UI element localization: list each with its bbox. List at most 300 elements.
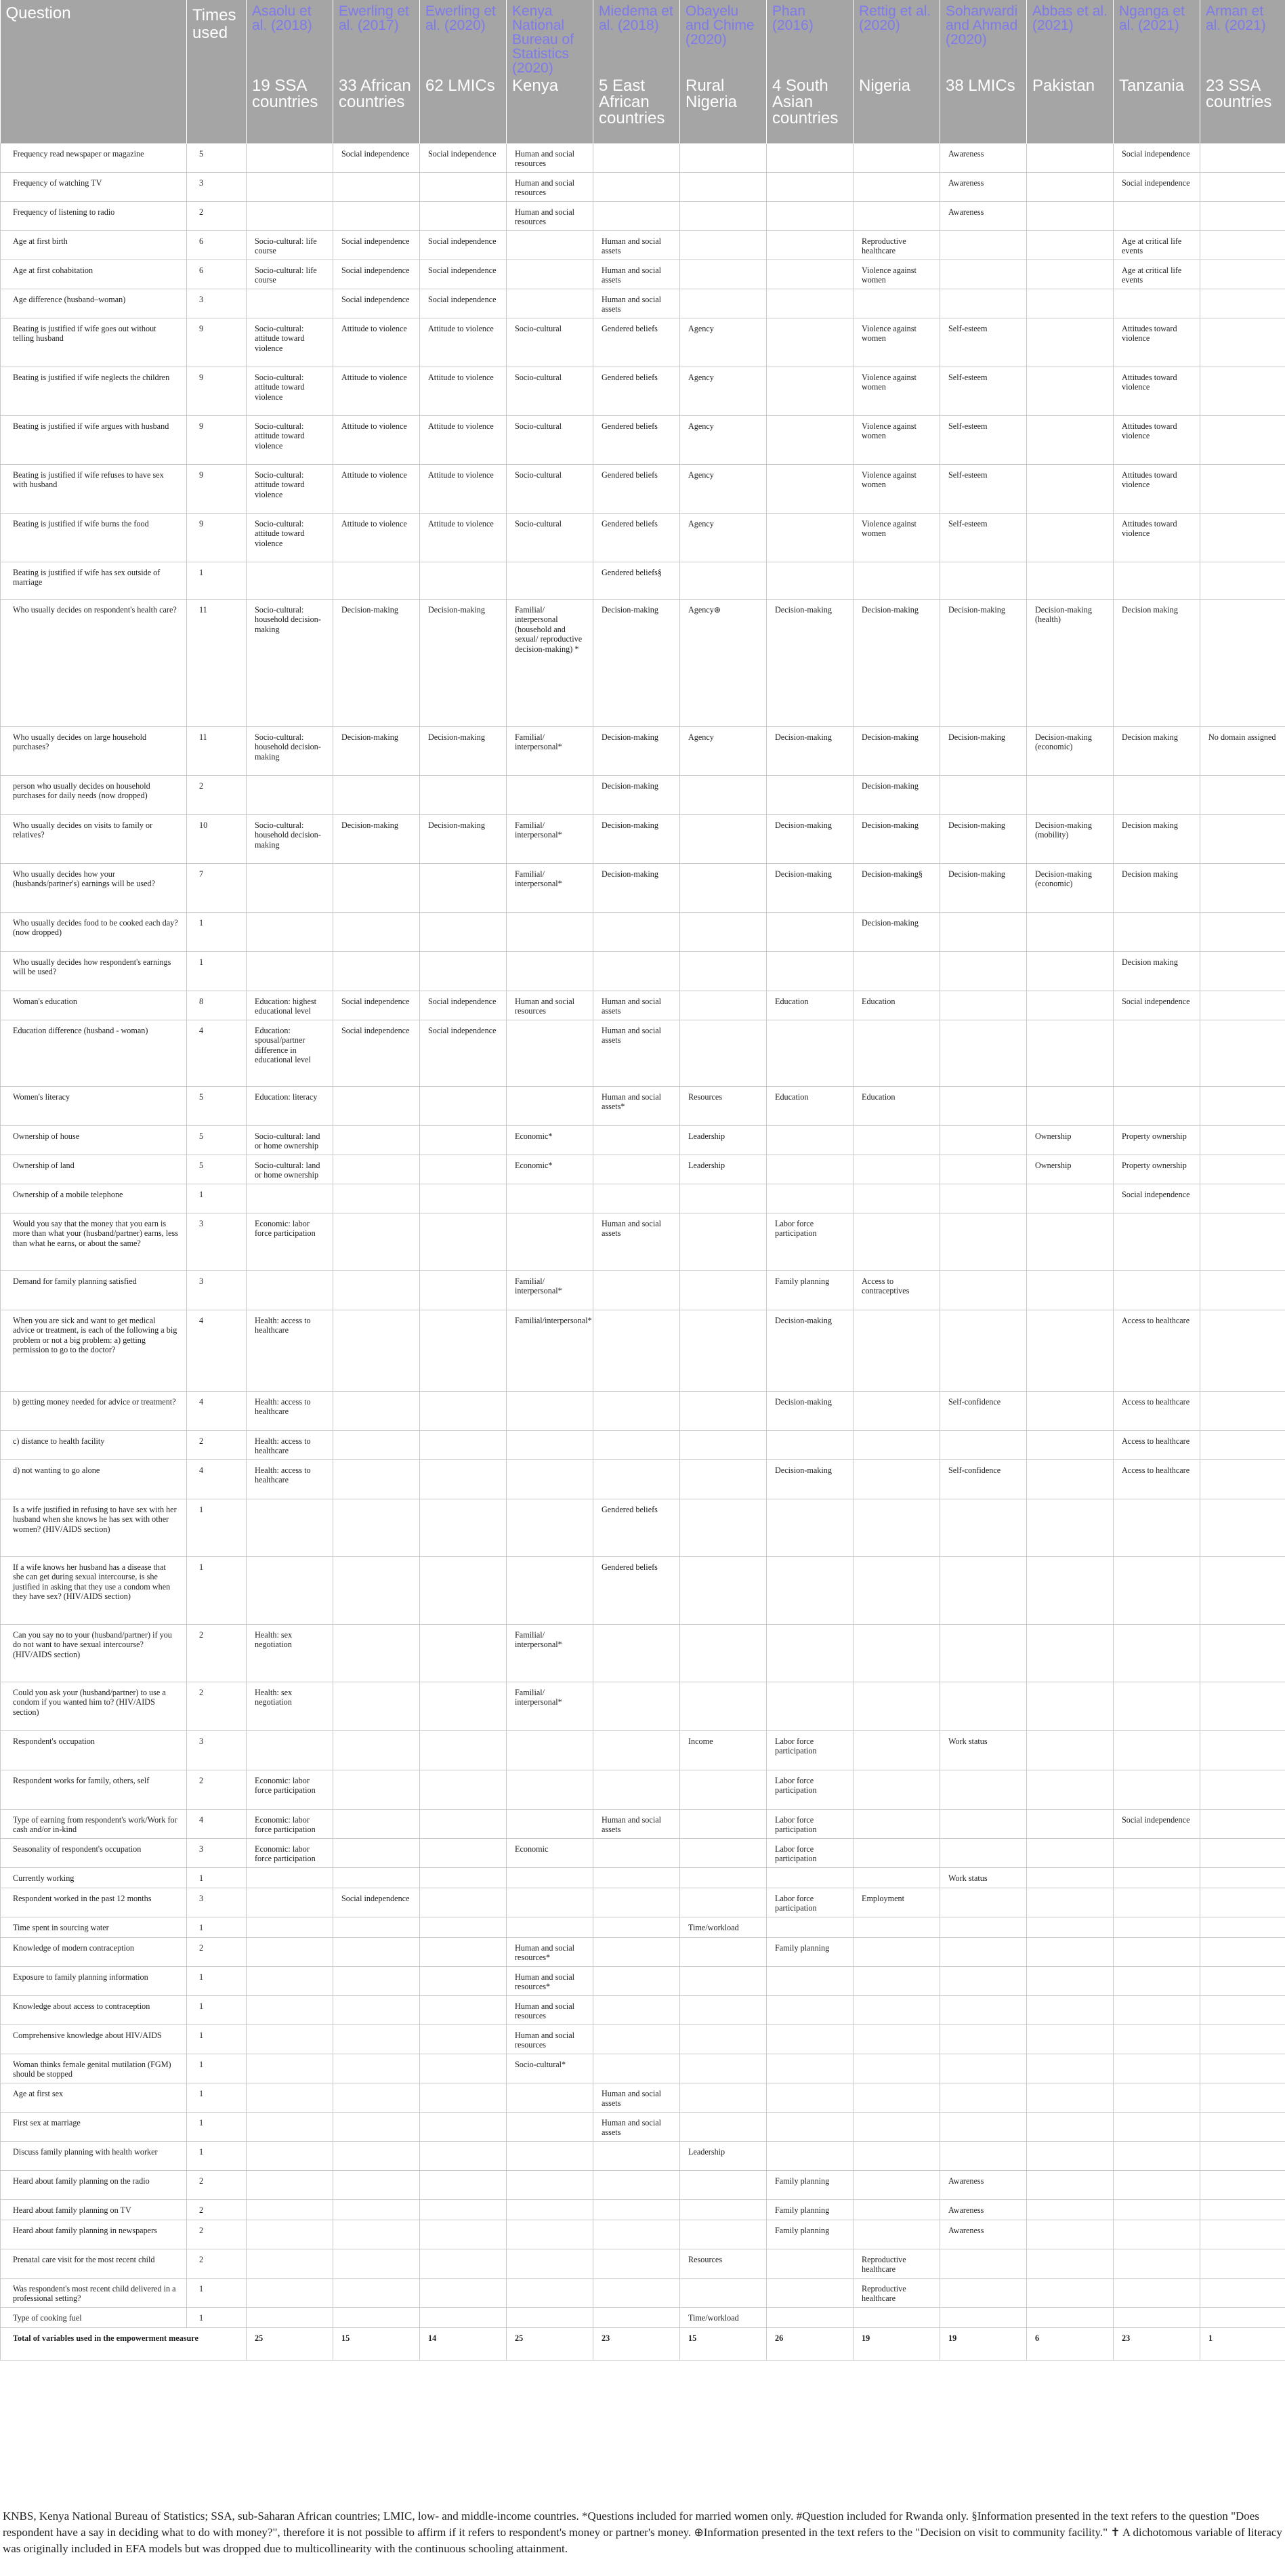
- times-used-cell: 1: [187, 2054, 247, 2083]
- domain-cell: [333, 1310, 420, 1391]
- domain-cell: [854, 1730, 940, 1770]
- domain-cell: [680, 1213, 767, 1270]
- domain-cell: [593, 2054, 680, 2083]
- domain-cell: Education: [767, 991, 854, 1020]
- domain-cell: [333, 2054, 420, 2083]
- domain-cell: [1200, 2083, 1285, 2112]
- domain-cell: [767, 1155, 854, 1184]
- question-cell: Who usually decides on visits to family or relatives?: [1, 814, 187, 863]
- domain-cell: [1027, 1310, 1114, 1391]
- table-row: [1, 2199, 1285, 2220]
- domain-cell: [333, 1155, 420, 1184]
- table-row: [1, 1086, 1285, 1125]
- domain-cell: Socio-cultural: household decision-making: [247, 726, 333, 775]
- times-used-cell: 1: [187, 1966, 247, 1995]
- domain-cell: [1200, 863, 1285, 912]
- table-row: [1, 143, 1285, 172]
- question-cell: Who usually decides on respondent's health care?: [1, 599, 187, 726]
- domain-cell: [1200, 1809, 1285, 1838]
- domain-cell: [767, 367, 854, 415]
- domain-cell: Socio-cultural: household decision-making: [247, 599, 333, 726]
- domain-cell: Decision-making: [593, 814, 680, 863]
- domain-cell: Health: access to healthcare: [247, 1459, 333, 1499]
- domain-cell: Familial/ interpersonal*: [507, 1682, 593, 1730]
- domain-cell: [1027, 991, 1114, 1020]
- domain-cell: [420, 1888, 507, 1917]
- domain-cell: [1114, 2249, 1200, 2278]
- domain-cell: [420, 2054, 507, 2083]
- domain-cell: Decision-making: [854, 912, 940, 951]
- domain-cell: [1200, 2307, 1285, 2327]
- domain-cell: Labor force participation: [767, 1809, 854, 1838]
- times-used-cell: 1: [187, 2278, 247, 2307]
- domain-cell: [1200, 2024, 1285, 2054]
- domain-cell: [1114, 1770, 1200, 1809]
- domain-cell: [1200, 1966, 1285, 1995]
- table-row: [1, 1624, 1285, 1682]
- domain-cell: Socio-cultural: [507, 464, 593, 513]
- domain-cell: [1114, 1966, 1200, 1995]
- domain-cell: [507, 2307, 593, 2327]
- domain-cell: [333, 1917, 420, 1937]
- domain-cell: [1114, 1867, 1200, 1888]
- domain-cell: Family planning: [767, 1270, 854, 1310]
- domain-cell: [507, 2220, 593, 2249]
- domain-cell: [247, 912, 333, 951]
- domain-cell: [507, 2249, 593, 2278]
- domain-cell: Economic: labor force participation: [247, 1770, 333, 1809]
- domain-cell: [680, 1809, 767, 1838]
- times-used-cell: 2: [187, 2170, 247, 2199]
- domain-cell: [1200, 143, 1285, 172]
- domain-cell: Attitudes toward violence: [1114, 367, 1200, 415]
- domain-cell: Decision-making: [767, 863, 854, 912]
- domain-cell: Self-confidence: [940, 1459, 1027, 1499]
- domain-cell: [507, 289, 593, 318]
- domain-cell: [940, 1499, 1027, 1556]
- domain-cell: [940, 1310, 1027, 1391]
- times-used-cell: 1: [187, 2307, 247, 2327]
- domain-cell: [420, 775, 507, 814]
- domain-cell: [767, 1430, 854, 1459]
- question-cell: Heard about family planning in newspapers: [1, 2220, 187, 2249]
- domain-cell: Familial/ interpersonal*: [507, 726, 593, 775]
- domain-cell: [680, 289, 767, 318]
- domain-cell: Decision-making: [767, 814, 854, 863]
- domain-cell: [1114, 1917, 1200, 1937]
- domain-cell: [333, 1391, 420, 1430]
- domain-cell: Socio-cultural: attitude toward violence: [247, 318, 333, 367]
- study-reference-link[interactable]: Rettig et al. (2020): [859, 3, 931, 33]
- total-label-cell: Total of variables used in the empowerment measure: [1, 2327, 247, 2360]
- domain-cell: [247, 1966, 333, 1995]
- domain-cell: [593, 1867, 680, 1888]
- domain-cell: Socio-cultural: land or home ownership: [247, 1125, 333, 1155]
- domain-cell: [1027, 2278, 1114, 2307]
- domain-cell: [680, 2083, 767, 2112]
- domain-cell: [507, 951, 593, 991]
- domain-cell: Labor force participation: [767, 1770, 854, 1809]
- domain-cell: Familial/interpersonal*: [507, 1310, 593, 1391]
- domain-cell: Family planning: [767, 2170, 854, 2199]
- table-header: [1, 0, 1285, 143]
- domain-cell: [507, 2170, 593, 2199]
- domain-cell: [940, 1937, 1027, 1966]
- domain-cell: [940, 1430, 1027, 1459]
- domain-cell: [247, 2054, 333, 2083]
- domain-cell: Violence against women: [854, 367, 940, 415]
- domain-cell: [593, 172, 680, 201]
- domain-cell: [1200, 318, 1285, 367]
- domain-cell: [1200, 367, 1285, 415]
- question-cell: Age difference (husband–woman): [1, 289, 187, 318]
- domain-cell: Human and social assets: [593, 230, 680, 259]
- domain-cell: [854, 1155, 940, 1184]
- domain-cell: [593, 1966, 680, 1995]
- domain-cell: [247, 289, 333, 318]
- domain-cell: No domain assigned: [1200, 726, 1285, 775]
- domain-cell: Human and social assets: [593, 1809, 680, 1838]
- times-used-cell: 3: [187, 1213, 247, 1270]
- domain-cell: [1200, 201, 1285, 230]
- times-used-cell: 3: [187, 1270, 247, 1310]
- domain-cell: [940, 1838, 1027, 1867]
- domain-cell: [333, 1086, 420, 1125]
- domain-cell: Social independence: [1114, 143, 1200, 172]
- domain-cell: [247, 172, 333, 201]
- domain-cell: [420, 1867, 507, 1888]
- domain-cell: [1027, 1020, 1114, 1086]
- study-reference-link[interactable]: Kenya National Bureau of Statistics (2020): [512, 3, 574, 76]
- domain-cell: Social independence: [333, 259, 420, 289]
- domain-cell: Agency⊕: [680, 599, 767, 726]
- table-row: [1, 1770, 1285, 1809]
- domain-cell: [420, 1624, 507, 1682]
- domain-cell: [940, 1966, 1027, 1995]
- domain-cell: [1027, 172, 1114, 201]
- domain-cell: Decision-making (health): [1027, 599, 1114, 726]
- question-cell: Exposure to family planning information: [1, 1966, 187, 1995]
- domain-cell: [1114, 775, 1200, 814]
- domain-cell: Decision making: [1114, 726, 1200, 775]
- domain-cell: [767, 415, 854, 464]
- domain-cell: [1027, 318, 1114, 367]
- domain-cell: [333, 1624, 420, 1682]
- domain-cell: [593, 1155, 680, 1184]
- times-used-cell: 1: [187, 1184, 247, 1213]
- domain-cell: [420, 2199, 507, 2220]
- domain-cell: [854, 2307, 940, 2327]
- times-used-cell: 1: [187, 2112, 247, 2141]
- domain-cell: [1200, 1310, 1285, 1391]
- domain-cell: Socio-cultural: [507, 415, 593, 464]
- question-cell: When you are sick and want to get medical advice or treatment, is each of the following a big problem or not a big problem: a) getting permission to go to the doctor?: [1, 1310, 187, 1391]
- domain-cell: [1027, 1809, 1114, 1838]
- domain-cell: Access to contraceptives: [854, 1270, 940, 1310]
- domain-cell: [1114, 289, 1200, 318]
- domain-cell: [507, 562, 593, 599]
- domain-cell: Self-esteem: [940, 318, 1027, 367]
- domain-cell: Violence against women: [854, 464, 940, 513]
- domain-cell: [1027, 775, 1114, 814]
- domain-cell: Family planning: [767, 2220, 854, 2249]
- domain-cell: Agency: [680, 464, 767, 513]
- domain-cell: Self-esteem: [940, 513, 1027, 562]
- domain-cell: Socio-cultural: [507, 318, 593, 367]
- table-body: [1, 143, 1285, 2360]
- times-used-cell: 2: [187, 1624, 247, 1682]
- domain-cell: [1114, 2199, 1200, 2220]
- domain-cell: [940, 775, 1027, 814]
- domain-cell: Attitude to violence: [333, 318, 420, 367]
- domain-cell: Gendered beliefs§: [593, 562, 680, 599]
- times-used-cell: 2: [187, 1770, 247, 1809]
- domain-cell: [247, 1937, 333, 1966]
- domain-cell: [1200, 1125, 1285, 1155]
- times-used-cell: 9: [187, 367, 247, 415]
- question-cell: Type of cooking fuel: [1, 2307, 187, 2327]
- question-cell: Beating is justified if wife has sex outside of marriage: [1, 562, 187, 599]
- domain-cell: [420, 1966, 507, 1995]
- domain-cell: Decision-making: [767, 599, 854, 726]
- domain-cell: Decision making: [1114, 814, 1200, 863]
- domain-cell: [940, 2141, 1027, 2170]
- domain-cell: [1200, 1937, 1285, 1966]
- table-row: [1, 1867, 1285, 1888]
- domain-cell: Decision-making: [333, 599, 420, 726]
- domain-cell: [1027, 201, 1114, 230]
- domain-cell: [420, 2220, 507, 2249]
- domain-cell: [333, 1184, 420, 1213]
- table-row: [1, 1391, 1285, 1430]
- study-reference-header: [333, 0, 420, 75]
- domain-cell: [1114, 1937, 1200, 1966]
- table-row: [1, 1430, 1285, 1459]
- domain-cell: Employment: [854, 1888, 940, 1917]
- domain-cell: [507, 1430, 593, 1459]
- table-row: [1, 2083, 1285, 2112]
- table-row: [1, 1556, 1285, 1624]
- domain-cell: [420, 201, 507, 230]
- domain-cell: Violence against women: [854, 259, 940, 289]
- times-used-cell: 4: [187, 1391, 247, 1430]
- domain-cell: [854, 1867, 940, 1888]
- question-cell: Ownership of house: [1, 1125, 187, 1155]
- domain-cell: Familial/ interpersonal*: [507, 814, 593, 863]
- times-used-cell: 1: [187, 1556, 247, 1624]
- domain-cell: [420, 172, 507, 201]
- table-row: [1, 415, 1285, 464]
- domain-cell: [420, 2083, 507, 2112]
- domain-cell: [1027, 562, 1114, 599]
- domain-cell: [940, 230, 1027, 259]
- domain-cell: [333, 1459, 420, 1499]
- domain-cell: [1114, 2307, 1200, 2327]
- domain-cell: Socio-cultural*: [507, 2054, 593, 2083]
- domain-cell: [680, 2054, 767, 2083]
- table-row: [1, 172, 1285, 201]
- domain-cell: Socio-cultural: life course: [247, 259, 333, 289]
- domain-cell: Decision-making: [593, 863, 680, 912]
- domain-cell: [247, 2024, 333, 2054]
- domain-cell: [333, 2141, 420, 2170]
- domain-cell: Health: sex negotiation: [247, 1624, 333, 1682]
- domain-cell: Access to healthcare: [1114, 1310, 1200, 1391]
- domain-cell: [420, 1459, 507, 1499]
- domain-cell: [333, 1809, 420, 1838]
- times-used-cell: 3: [187, 1838, 247, 1867]
- domain-cell: [1027, 1086, 1114, 1125]
- domain-cell: [767, 2024, 854, 2054]
- question-cell: Education difference (husband - woman): [1, 1020, 187, 1086]
- domain-cell: [854, 172, 940, 201]
- table-row: [1, 2141, 1285, 2170]
- domain-cell: [593, 2199, 680, 2220]
- domain-cell: [1200, 1917, 1285, 1937]
- domain-cell: Gendered beliefs: [593, 318, 680, 367]
- domain-cell: [767, 775, 854, 814]
- table-row: [1, 2112, 1285, 2141]
- domain-cell: Resources: [680, 1086, 767, 1125]
- times-used-cell: 4: [187, 1809, 247, 1838]
- domain-cell: [940, 562, 1027, 599]
- domain-cell: [247, 1917, 333, 1937]
- domain-cell: Work status: [940, 1730, 1027, 1770]
- study-reference-link[interactable]: Soharwardi and Ahmad (2020): [946, 3, 1018, 47]
- domain-cell: Economic: labor force participation: [247, 1213, 333, 1270]
- domain-cell: [333, 1270, 420, 1310]
- table-row: [1, 1917, 1285, 1937]
- table-row: [1, 2278, 1285, 2307]
- domain-cell: Awareness: [940, 172, 1027, 201]
- study-reference-link[interactable]: Abbas et al. (2021): [1032, 3, 1108, 33]
- domain-cell: [680, 201, 767, 230]
- domain-cell: Social independence: [1114, 1184, 1200, 1213]
- study-reference-header: [1200, 0, 1285, 75]
- domain-cell: [680, 1995, 767, 2024]
- study-reference-link[interactable]: Phan (2016): [772, 3, 814, 33]
- domain-cell: Socio-cultural: attitude toward violence: [247, 367, 333, 415]
- domain-cell: [1200, 1213, 1285, 1270]
- times-used-cell: 2: [187, 1682, 247, 1730]
- domain-cell: [680, 1937, 767, 1966]
- domain-cell: [420, 2278, 507, 2307]
- table-row: [1, 814, 1285, 863]
- study-reference-link[interactable]: Asaolu et al. (2018): [252, 3, 312, 33]
- times-used-cell: 1: [187, 1867, 247, 1888]
- domain-cell: Economic: labor force participation: [247, 1809, 333, 1838]
- times-used-cell: 11: [187, 726, 247, 775]
- domain-cell: Socio-cultural: [507, 513, 593, 562]
- domain-cell: [593, 2220, 680, 2249]
- domain-cell: [420, 1184, 507, 1213]
- domain-cell: Health: access to healthcare: [247, 1391, 333, 1430]
- domain-cell: Access to healthcare: [1114, 1430, 1200, 1459]
- times-used-cell: 9: [187, 464, 247, 513]
- domain-cell: [767, 289, 854, 318]
- domain-cell: Reproductive healthcare: [854, 2249, 940, 2278]
- domain-cell: Attitudes toward violence: [1114, 513, 1200, 562]
- study-reference-link[interactable]: Nganga et al. (2021): [1119, 3, 1185, 33]
- study-reference-link[interactable]: Ewerling et al. (2020): [425, 3, 496, 33]
- domain-cell: [680, 1624, 767, 1682]
- question-cell: Type of earning from respondent's work/Work for cash and/or in-kind: [1, 1809, 187, 1838]
- domain-cell: [940, 1184, 1027, 1213]
- study-reference-link[interactable]: Arman et al. (2021): [1206, 3, 1266, 33]
- question-cell: Discuss family planning with health worker: [1, 2141, 187, 2170]
- domain-cell: [854, 1682, 940, 1730]
- domain-cell: [1027, 2141, 1114, 2170]
- domain-cell: Gendered beliefs: [593, 367, 680, 415]
- domain-cell: [940, 2054, 1027, 2083]
- domain-cell: Education: highest educational level: [247, 991, 333, 1020]
- domain-cell: [1200, 814, 1285, 863]
- table-row: [1, 2024, 1285, 2054]
- domain-cell: Social independence: [333, 289, 420, 318]
- domain-cell: [507, 230, 593, 259]
- domain-cell: [1027, 1213, 1114, 1270]
- domain-cell: [1200, 912, 1285, 951]
- domain-cell: [507, 1391, 593, 1430]
- domain-cell: Attitudes toward violence: [1114, 415, 1200, 464]
- domain-cell: [767, 1624, 854, 1682]
- study-reference-link[interactable]: Miedema et al. (2018): [599, 3, 673, 33]
- domain-cell: [420, 1270, 507, 1310]
- domain-cell: [854, 2112, 940, 2141]
- domain-cell: Social independence: [1114, 172, 1200, 201]
- domain-cell: [247, 1556, 333, 1624]
- table-row: [1, 912, 1285, 951]
- domain-cell: [680, 2199, 767, 2220]
- domain-cell: Decision-making: [854, 599, 940, 726]
- total-count-cell: 23: [593, 2327, 680, 2360]
- domain-cell: [680, 172, 767, 201]
- domain-cell: Labor force participation: [767, 1838, 854, 1867]
- study-scope-header: 62 LMICs: [420, 75, 507, 143]
- times-used-cell: 5: [187, 1086, 247, 1125]
- times-used-cell: 7: [187, 863, 247, 912]
- times-used-cell: 6: [187, 259, 247, 289]
- domain-cell: [507, 2278, 593, 2307]
- table-footnote: KNBS, Kenya National Bureau of Statistics; SSA, sub-Saharan African countries; LMIC, low- and middle-income countries. *Questions included for married women only. #Question included for Rwanda only. §Information presented in the text refers to the question "Does respondent have a say in deciding what to do with money?", therefore it is not possible to affirm if it refers to respondent's money or partner's money. ⊕Information presented in the text refers to the "Decision on visit to community facility." ✝ A dichotomous variable of literacy was originally included in EFA models but was dropped due to multicollinearity with the continuous schooling attainment.: [3, 2510, 1282, 2555]
- study-scope-header: 23 SSA countries: [1200, 75, 1285, 143]
- domain-cell: [854, 2054, 940, 2083]
- domain-cell: [1200, 1770, 1285, 1809]
- domain-cell: [767, 2141, 854, 2170]
- domain-cell: Human and social resources: [507, 201, 593, 230]
- domain-cell: [940, 1155, 1027, 1184]
- domain-cell: [940, 2278, 1027, 2307]
- domain-cell: Decision-making: [593, 775, 680, 814]
- domain-cell: [420, 1213, 507, 1270]
- domain-cell: Gendered beliefs: [593, 1556, 680, 1624]
- study-reference-link[interactable]: Ewerling et al. (2017): [339, 3, 409, 33]
- question-cell: Age at first birth: [1, 230, 187, 259]
- domain-cell: [420, 2307, 507, 2327]
- domain-cell: [420, 912, 507, 951]
- domain-cell: [247, 1499, 333, 1556]
- domain-cell: Human and social resources: [507, 143, 593, 172]
- domain-cell: [1200, 2141, 1285, 2170]
- domain-cell: [1200, 1995, 1285, 2024]
- domain-cell: [593, 1430, 680, 1459]
- question-cell: Frequency read newspaper or magazine: [1, 143, 187, 172]
- domain-cell: Access to healthcare: [1114, 1459, 1200, 1499]
- domain-cell: [854, 1937, 940, 1966]
- domain-cell: Social independence: [333, 230, 420, 259]
- study-reference-link[interactable]: Obayelu and Chime (2020): [686, 3, 755, 47]
- table-row: [1, 1125, 1285, 1155]
